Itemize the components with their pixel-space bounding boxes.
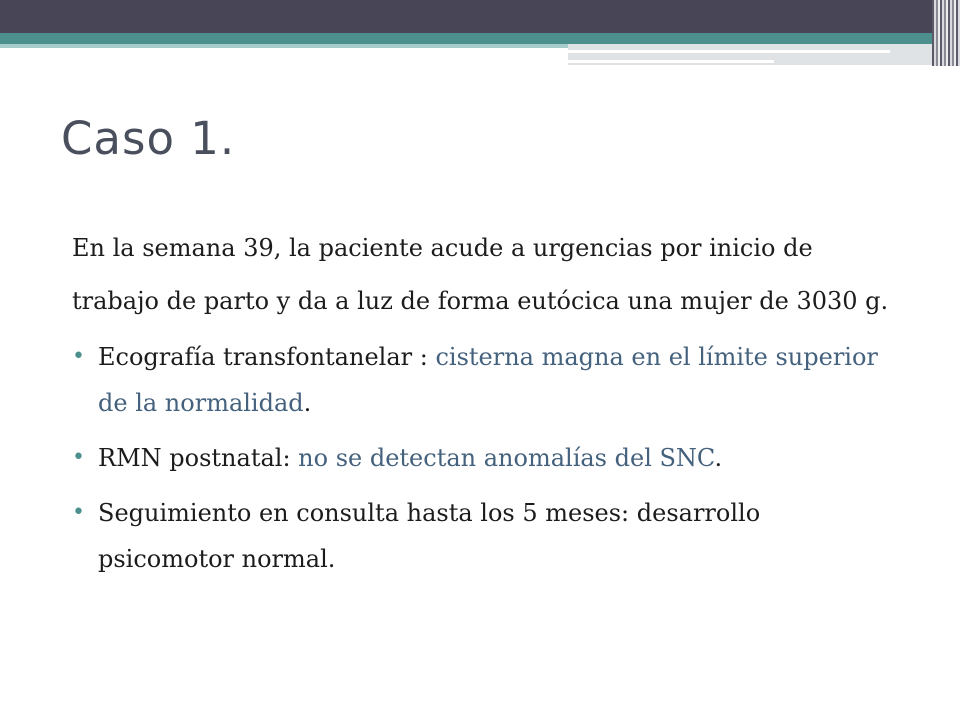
bullet-dot-icon: • xyxy=(72,445,85,470)
bullet-item xyxy=(72,435,892,481)
header-corner-stripes xyxy=(932,0,960,66)
bullet-dot-icon: • xyxy=(72,500,85,525)
slide-body xyxy=(72,222,892,591)
header-accent-line xyxy=(568,60,774,63)
bullet-label: Seguimiento en consulta hasta los 5 meses: desarrollo psicomotor normal. xyxy=(98,499,761,573)
bullet-item xyxy=(72,490,892,582)
slide-title: Caso 1. xyxy=(61,112,236,165)
header-dark-band xyxy=(0,0,932,33)
bullet-item xyxy=(72,334,892,426)
bullet-label: Ecografía transfontanelar : xyxy=(98,343,436,371)
bullet-list xyxy=(72,334,892,582)
intro-paragraph: En la semana 39, la paciente acude a urgencias por inicio de trabajo de parto y da a luz de forma eutócica una mujer de 3030 g. xyxy=(72,234,889,315)
header-accent-line xyxy=(568,50,890,53)
header-teal-band xyxy=(0,33,932,44)
bullet-end: . xyxy=(714,444,723,472)
bullet-label: RMN postnatal: xyxy=(98,444,299,472)
bullet-finding: cisterna magna en el límite superior de la normalidad xyxy=(98,343,878,417)
header-light-teal-strip xyxy=(0,44,570,48)
bullet-dot-icon: • xyxy=(72,344,85,369)
bullet-end: . xyxy=(303,389,312,417)
bullet-finding: no se detectan anomalías del SNC xyxy=(298,444,715,472)
